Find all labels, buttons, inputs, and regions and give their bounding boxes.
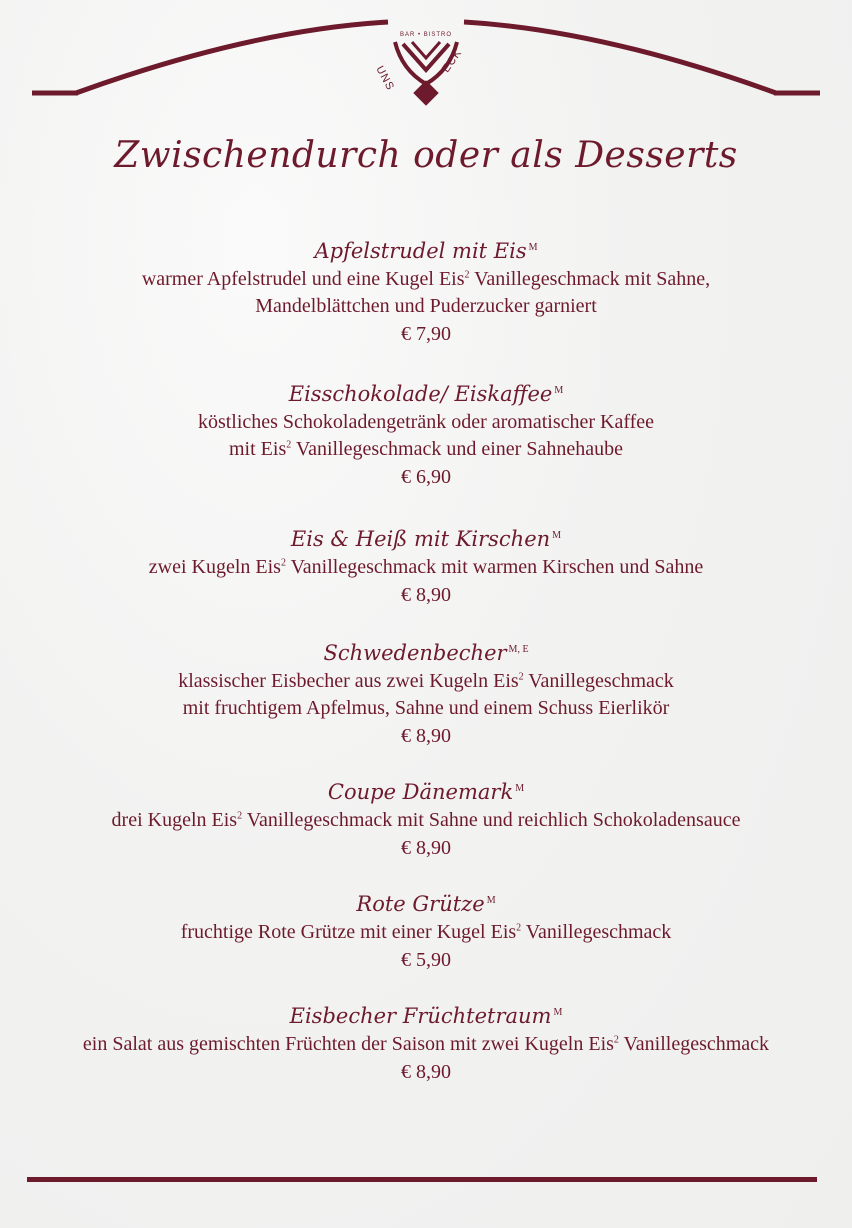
footnote-marker: 2 bbox=[280, 557, 286, 569]
page-title: Zwischendurch oder als Desserts bbox=[114, 135, 738, 176]
description-text: mit fruchtigem Apfelmus, Sahne und einem Schuss Eierlikör bbox=[182, 697, 670, 719]
allergen-note: M bbox=[552, 530, 562, 541]
allergen-note: M bbox=[486, 895, 496, 906]
menu-item bbox=[0, 524, 852, 609]
description-text: Mandelblättchen und Puderzucker garniert bbox=[255, 295, 597, 317]
description-text: drei Kugeln Eis bbox=[111, 809, 238, 831]
item-name bbox=[0, 524, 852, 554]
allergen-note: M, E bbox=[508, 644, 529, 655]
menu-item bbox=[0, 638, 852, 750]
item-price: € 5,90 bbox=[401, 949, 451, 971]
item-description-line bbox=[0, 919, 852, 946]
item-name bbox=[0, 638, 852, 668]
menu-item bbox=[0, 889, 852, 974]
menu-item bbox=[0, 1001, 852, 1086]
menu-item bbox=[0, 777, 852, 862]
item-price: € 8,90 bbox=[401, 1061, 451, 1083]
item-name bbox=[0, 1001, 852, 1031]
description-text: ein Salat aus gemischten Früchten der Saison mit zwei Kugeln Eis bbox=[82, 1033, 614, 1055]
footnote-marker: 2 bbox=[237, 810, 243, 822]
item-name-text: Eisbecher Früchtetraum bbox=[289, 1004, 552, 1028]
item-name-text: Apfelstrudel mit Eis bbox=[314, 239, 527, 263]
item-description-line bbox=[0, 266, 852, 293]
item-name bbox=[0, 379, 852, 409]
description-text: mit Eis bbox=[229, 438, 287, 460]
logo-text-left: UNS bbox=[373, 64, 397, 93]
description-text: Vanillegeschmack bbox=[618, 1033, 770, 1055]
allergen-note: M bbox=[553, 1007, 563, 1018]
item-name-text: Eis & Heiß mit Kirschen bbox=[290, 527, 551, 551]
item-price: € 6,90 bbox=[401, 466, 451, 488]
footnote-marker: 2 bbox=[516, 922, 522, 934]
allergen-note: M bbox=[515, 783, 525, 794]
item-name-text: Eisschokolade/ Eiskaffee bbox=[288, 382, 553, 406]
item-description-line bbox=[0, 409, 852, 436]
logo-tagline: BAR • BISTRO bbox=[399, 32, 453, 38]
description-text: Vanillegeschmack bbox=[521, 921, 672, 943]
item-price: € 8,90 bbox=[401, 725, 451, 747]
menu-item bbox=[0, 379, 852, 491]
item-name bbox=[0, 777, 852, 807]
item-name-text: Schwedenbecher bbox=[323, 641, 507, 665]
footnote-marker: 2 bbox=[286, 439, 292, 451]
logo-text-right: ECK bbox=[440, 47, 465, 75]
item-name bbox=[0, 889, 852, 919]
item-price: € 8,90 bbox=[401, 837, 451, 859]
dessert-menu bbox=[0, 236, 852, 1086]
description-text: Vanillegeschmack und einer Sahnehaube bbox=[291, 438, 623, 460]
item-description-line bbox=[0, 695, 852, 722]
item-name-text: Coupe Dänemark bbox=[327, 780, 514, 804]
description-text: köstliches Schokoladengetränk oder aromatischer Kaffee bbox=[197, 411, 655, 433]
item-price: € 8,90 bbox=[401, 584, 451, 606]
footnote-marker: 2 bbox=[613, 1034, 619, 1046]
description-text: Vanillegeschmack mit Sahne, bbox=[469, 268, 711, 290]
allergen-note: M bbox=[554, 385, 564, 396]
footnote-marker: 2 bbox=[464, 269, 470, 281]
item-name-text: Rote Grütze bbox=[356, 892, 485, 916]
description-text: fruchtige Rote Grütze mit einer Kugel Eis bbox=[180, 921, 517, 943]
description-text: Vanillegeschmack bbox=[523, 670, 674, 692]
item-description-line bbox=[0, 1031, 852, 1058]
allergen-note: M bbox=[528, 242, 538, 253]
item-description-line bbox=[0, 293, 852, 320]
item-description-line bbox=[0, 807, 852, 834]
bottom-divider bbox=[27, 1177, 817, 1182]
header-arch bbox=[0, 0, 852, 110]
description-text: Vanillegeschmack mit warmen Kirschen und Sahne bbox=[285, 556, 704, 578]
description-text: zwei Kugeln Eis bbox=[148, 556, 281, 578]
item-price: € 7,90 bbox=[401, 323, 451, 345]
description-text: Vanillegeschmack mit Sahne und reichlich Schokoladensauce bbox=[242, 809, 741, 831]
item-name bbox=[0, 236, 852, 266]
description-text: klassischer Eisbecher aus zwei Kugeln Eis bbox=[178, 670, 519, 692]
header bbox=[0, 0, 852, 110]
item-description-line bbox=[0, 668, 852, 695]
menu-item bbox=[0, 236, 852, 348]
item-description-line bbox=[0, 554, 852, 581]
item-description-line bbox=[0, 436, 852, 463]
footnote-marker: 2 bbox=[518, 671, 524, 683]
description-text: warmer Apfelstrudel und eine Kugel Eis bbox=[141, 268, 465, 290]
